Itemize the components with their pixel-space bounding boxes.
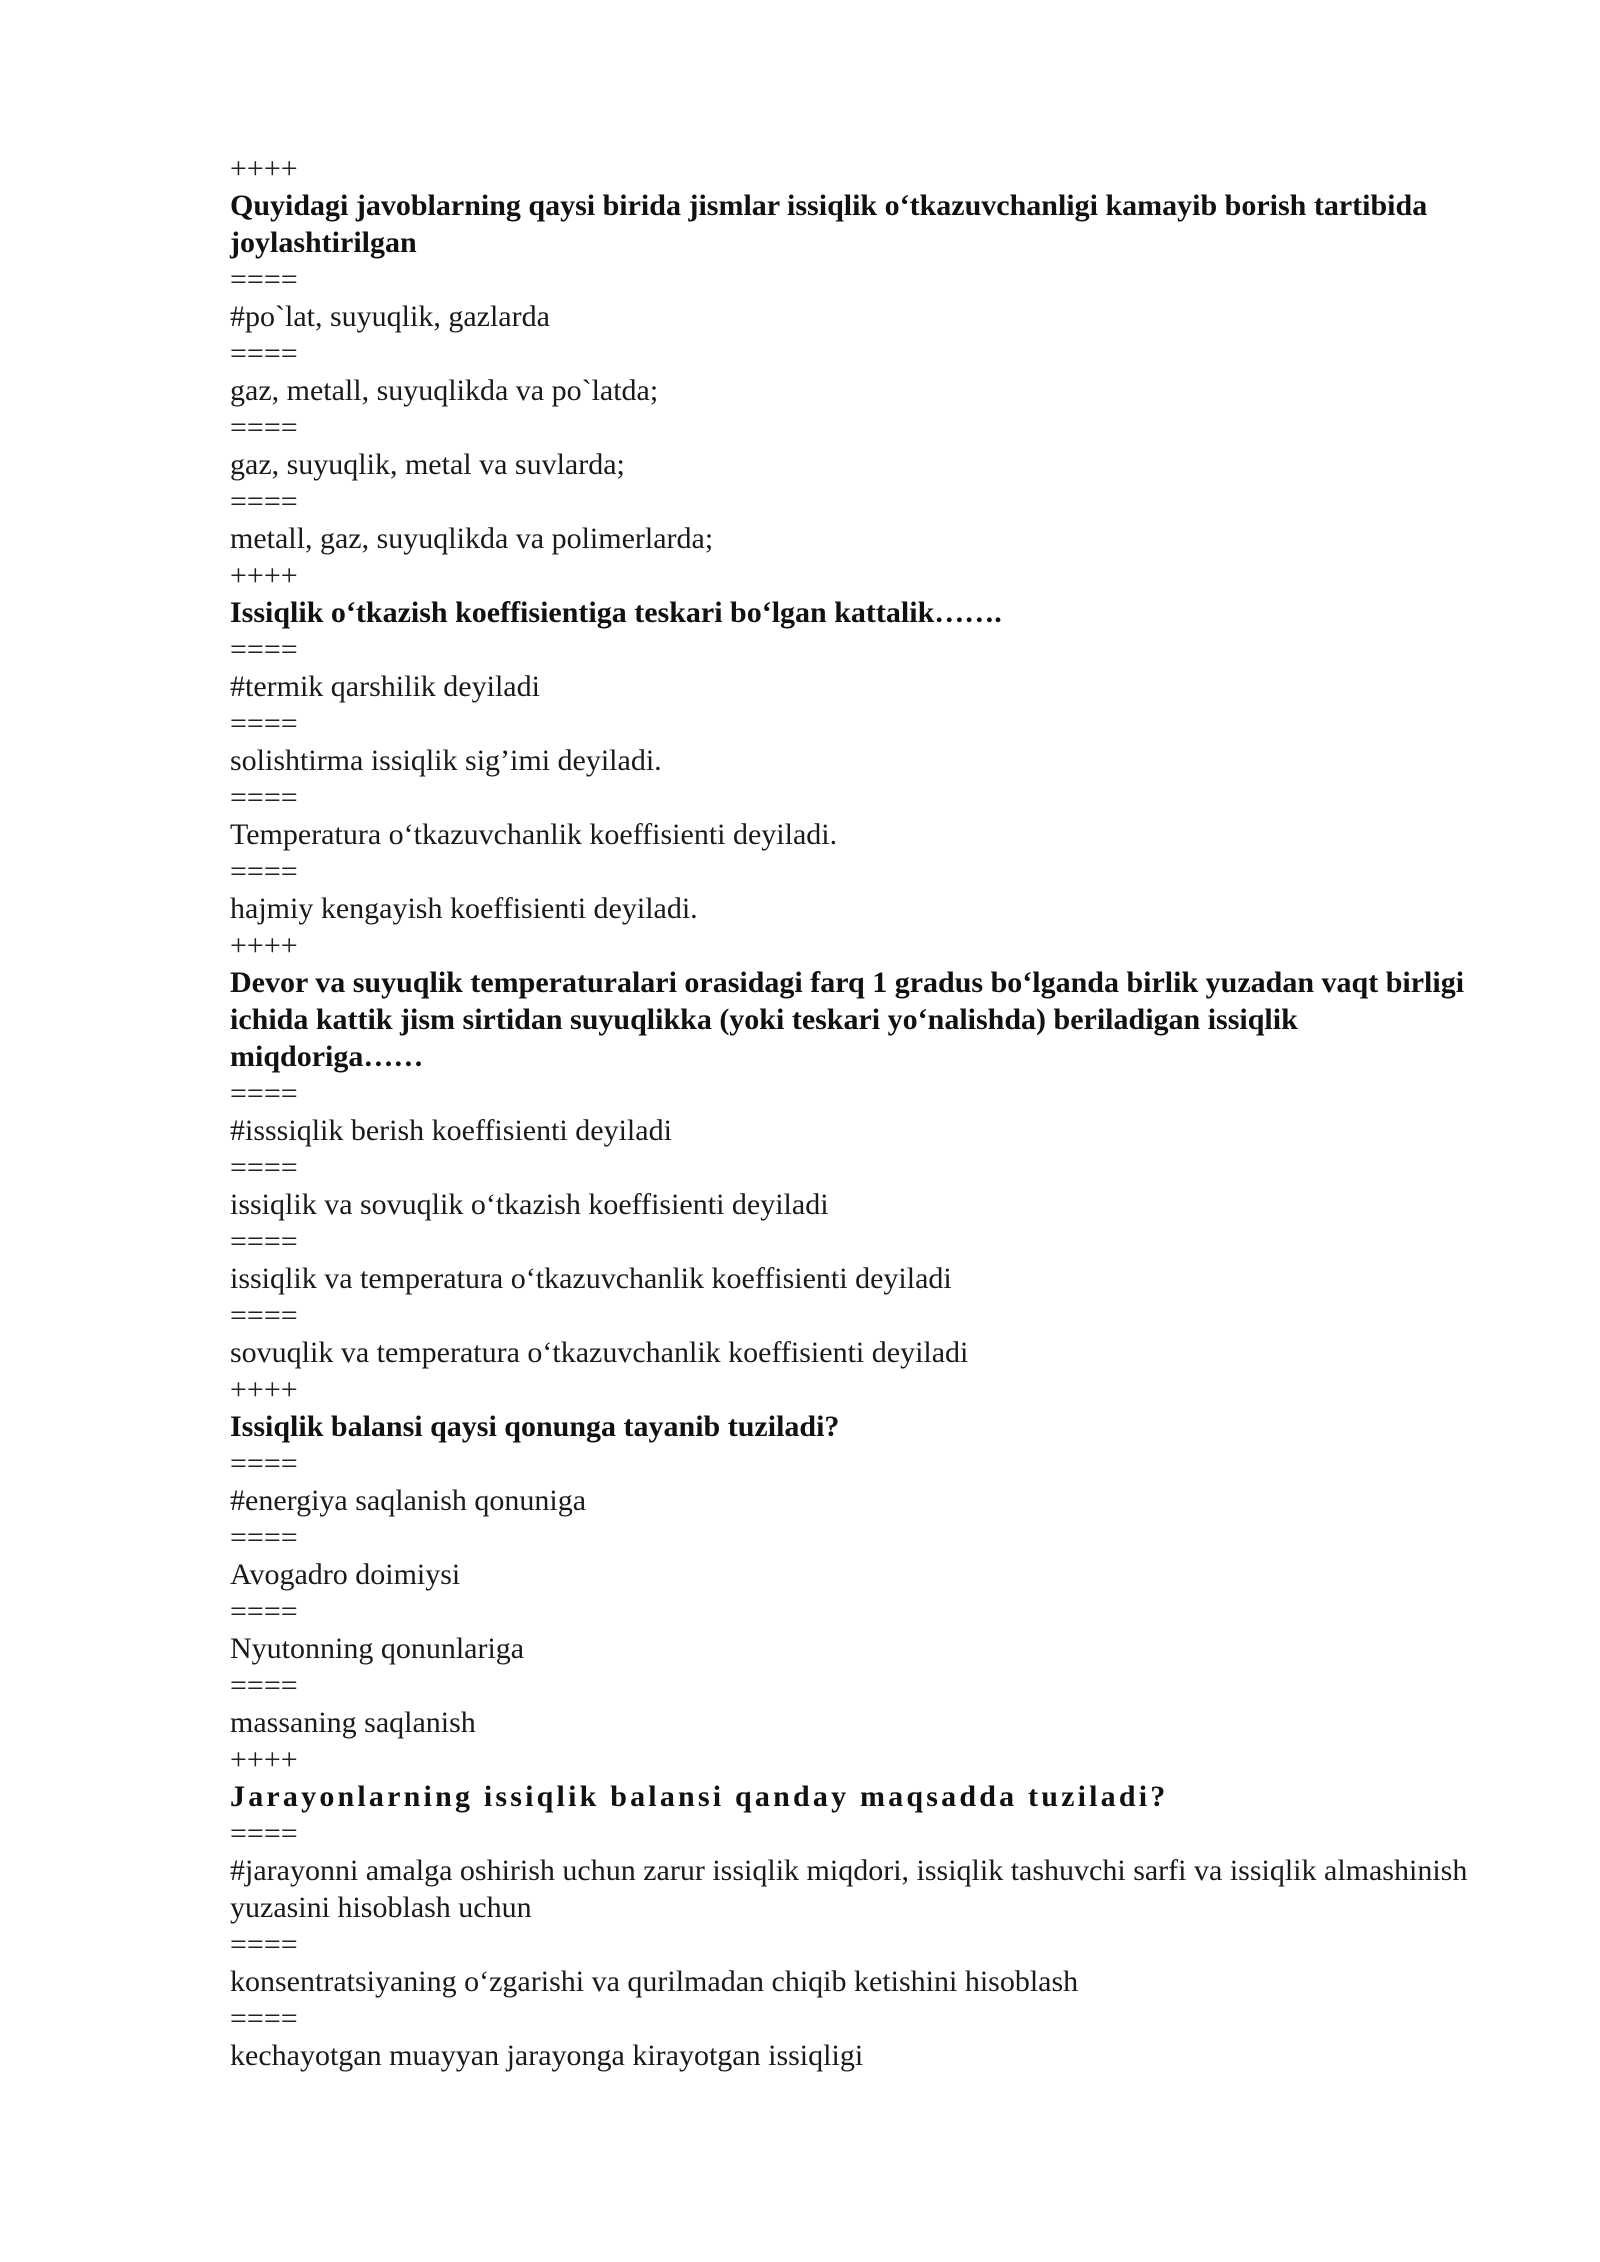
question-block <box>230 557 1490 927</box>
option-separator: ==== <box>230 1521 298 1554</box>
answer-option: #termik qarshilik deyiladi <box>230 670 540 703</box>
question-separator: ++++ <box>230 152 298 185</box>
answer-option: issiqlik va sovuqlik o‘tkazish koeffisienti deyiladi <box>230 1188 829 1221</box>
question-text: Quyidagi javoblarning qaysi birida jismlar issiqlik o‘tkazuvchanligi kamayib borish tartibida joylashtirilgan <box>230 189 1435 259</box>
option-separator: ==== <box>230 855 298 888</box>
option-separator: ==== <box>230 263 298 296</box>
answer-option: #isssiqlik berish koeffisienti deyiladi <box>230 1114 672 1147</box>
option-separator: ==== <box>230 633 298 666</box>
question-list <box>230 150 1490 2074</box>
answer-option: hajmiy kengayish koeffisienti deyiladi. <box>230 892 698 925</box>
answer-option: Nyutonning qonunlariga <box>230 1632 525 1665</box>
question-separator: ++++ <box>230 1373 298 1406</box>
option-separator: ==== <box>230 411 298 444</box>
answer-option: kechayotgan muayyan jarayonga kirayotgan issiqligi <box>230 2039 864 2072</box>
question-text: Issiqlik o‘tkazish koeffisientiga teskari bo‘lgan kattalik……. <box>230 596 1002 629</box>
option-separator: ==== <box>230 1447 298 1480</box>
answer-option: #jarayonni amalga oshirish uchun zarur issiqlik miqdori, issiqlik tashuvchi sarfi va issiqlik almashinish yuzasini hisoblash uchun <box>230 1854 1475 1924</box>
option-separator: ==== <box>230 1077 298 1110</box>
answer-option: solishtirma issiqlik sig’imi deyiladi. <box>230 744 662 777</box>
option-separator: ==== <box>230 1669 298 1702</box>
answer-option: Avogadro doimiysi <box>230 1558 461 1591</box>
answer-option: sovuqlik va temperatura o‘tkazuvchanlik koeffisienti deyiladi <box>230 1336 969 1369</box>
question-block <box>230 150 1490 557</box>
option-separator: ==== <box>230 1817 298 1850</box>
answer-option: konsentratsiyaning o‘zgarishi va qurilmadan chiqib ketishini hisoblash <box>230 1965 1079 1998</box>
answer-option: gaz, metall, suyuqlikda va po`latda; <box>230 374 659 407</box>
question-text: Jarayonlarning issiqlik balansi qanday maqsadda tuziladi? <box>230 1780 1169 1813</box>
document-page <box>230 150 1490 2074</box>
question-block <box>230 927 1490 1371</box>
answer-option: massaning saqlanish <box>230 1706 476 1739</box>
answer-option: gaz, suyuqlik, metal va suvlarda; <box>230 448 625 481</box>
question-block <box>230 1371 1490 1741</box>
answer-option: issiqlik va temperatura o‘tkazuvchanlik koeffisienti deyiladi <box>230 1262 952 1295</box>
question-separator: ++++ <box>230 929 298 962</box>
option-separator: ==== <box>230 337 298 370</box>
option-separator: ==== <box>230 1151 298 1184</box>
question-block <box>230 1741 1490 2074</box>
question-text: Devor va suyuqlik temperaturalari orasidagi farq 1 gradus bo‘lganda birlik yuzadan vaqt birligi ichida kattik jism sirtidan suyuqlikka (yoki teskari yo‘nalishda) beriladigan issiqlik miqdoriga…… <box>230 966 1472 1073</box>
question-text: Issiqlik balansi qaysi qonunga tayanib tuziladi? <box>230 1410 840 1443</box>
option-separator: ==== <box>230 1299 298 1332</box>
question-separator: ++++ <box>230 1743 298 1776</box>
answer-option: #energiya saqlanish qonuniga <box>230 1484 587 1517</box>
option-separator: ==== <box>230 707 298 740</box>
option-separator: ==== <box>230 781 298 814</box>
answer-option: Temperatura o‘tkazuvchanlik koeffisienti deyiladi. <box>230 818 838 851</box>
option-separator: ==== <box>230 485 298 518</box>
option-separator: ==== <box>230 1928 298 1961</box>
option-separator: ==== <box>230 2002 298 2035</box>
option-separator: ==== <box>230 1225 298 1258</box>
answer-option: #po`lat, suyuqlik, gazlarda <box>230 300 550 333</box>
answer-option: metall, gaz, suyuqlikda va polimerlarda; <box>230 522 714 555</box>
option-separator: ==== <box>230 1595 298 1628</box>
question-separator: ++++ <box>230 559 298 592</box>
